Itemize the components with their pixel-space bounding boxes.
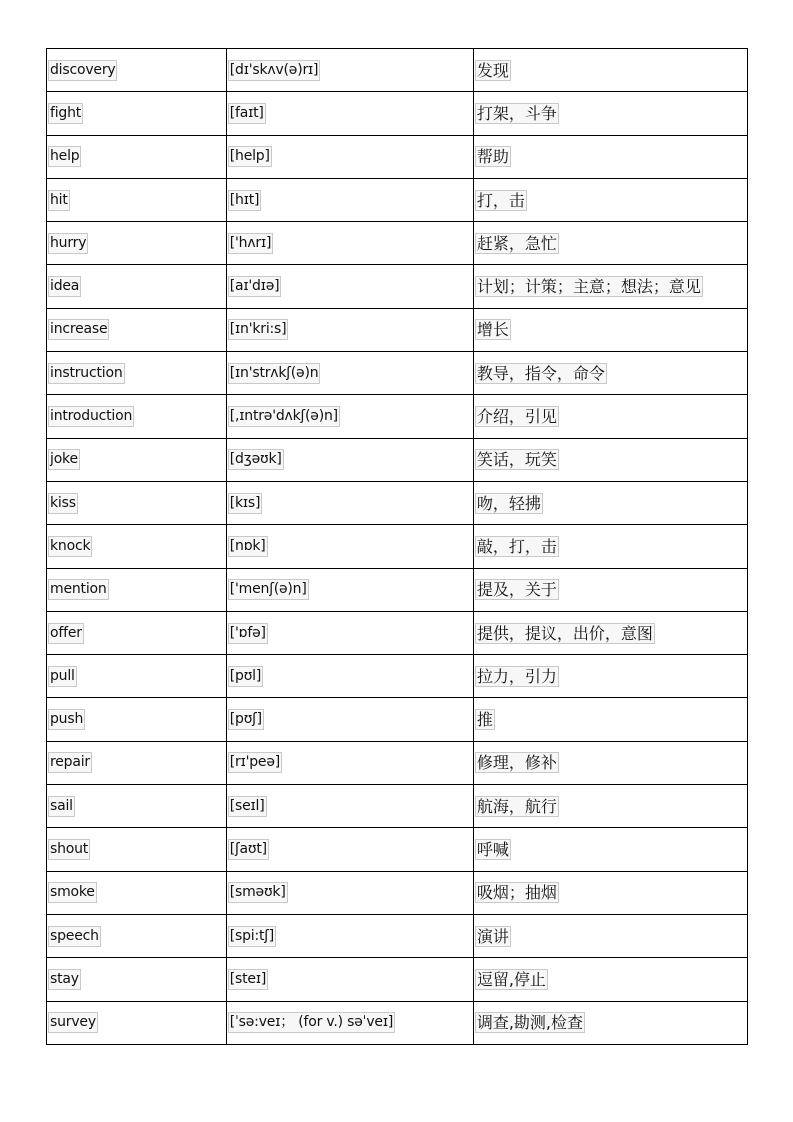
word-cell (47, 222, 227, 265)
word-text: speech (48, 926, 101, 947)
phonetic-text: [ˈsə:veɪ； (for v.) səˈveɪ] (228, 1012, 395, 1033)
phonetic-cell (226, 395, 473, 438)
meaning-text: 修理，修补 (476, 753, 557, 773)
meaning-cell (473, 611, 747, 654)
table-row (47, 135, 748, 178)
word-text: stay (48, 969, 81, 990)
meaning-text: 提供，提议，出价，意图 (476, 623, 653, 643)
word-cell (47, 92, 227, 135)
word-text: sail (48, 796, 75, 817)
phonetic-cell (226, 871, 473, 914)
phonetic-text: [aɪ'dɪə] (228, 276, 282, 297)
meaning-cell (473, 135, 747, 178)
table-row (47, 308, 748, 351)
meaning-cell (473, 741, 747, 784)
phonetic-cell (226, 611, 473, 654)
phonetic-cell (226, 914, 473, 957)
meaning-cell (473, 785, 747, 828)
phonetic-cell (226, 655, 473, 698)
table-row (47, 568, 748, 611)
table-row (47, 655, 748, 698)
phonetic-cell (226, 785, 473, 828)
table-row (47, 741, 748, 784)
phonetic-cell (226, 568, 473, 611)
word-cell (47, 352, 227, 395)
word-cell (47, 135, 227, 178)
meaning-cell (473, 525, 747, 568)
table-row (47, 92, 748, 135)
word-text: introduction (48, 406, 134, 427)
meaning-cell (473, 49, 747, 92)
word-cell (47, 741, 227, 784)
meaning-text: 发现 (476, 60, 509, 80)
phonetic-text: [ʃaʊt] (228, 839, 269, 860)
phonetic-text: [steɪ] (228, 969, 268, 990)
phonetic-cell (226, 481, 473, 524)
phonetic-text: [ɪn'kri:s] (228, 319, 289, 340)
word-text: fight (48, 103, 83, 124)
meaning-text: 增长 (476, 320, 509, 340)
phonetic-text: [dʒəʊk] (228, 449, 284, 470)
word-text: idea (48, 276, 81, 297)
phonetic-text: [ɪn'strʌkʃ(ə)n (228, 363, 321, 384)
table-row (47, 352, 748, 395)
meaning-cell (473, 568, 747, 611)
word-cell (47, 178, 227, 221)
meaning-text: 介绍，引见 (476, 407, 557, 427)
word-cell (47, 611, 227, 654)
phonetic-text: ['hʌrɪ] (228, 233, 274, 254)
meaning-text: 教导，指令，命令 (476, 363, 605, 383)
table-row (47, 698, 748, 741)
word-cell (47, 871, 227, 914)
word-cell (47, 438, 227, 481)
table-row (47, 785, 748, 828)
meaning-text: 吸烟；抽烟 (476, 883, 557, 903)
table-row (47, 1001, 748, 1044)
phonetic-text: [faɪt] (228, 103, 266, 124)
word-text: smoke (48, 882, 97, 903)
meaning-cell (473, 265, 747, 308)
word-text: repair (48, 752, 92, 773)
word-cell (47, 49, 227, 92)
vocabulary-table-body (47, 49, 748, 1045)
meaning-cell (473, 914, 747, 957)
word-text: instruction (48, 363, 125, 384)
word-cell (47, 308, 227, 351)
meaning-cell (473, 871, 747, 914)
meaning-cell (473, 828, 747, 871)
word-cell (47, 698, 227, 741)
phonetic-text: [sməʊk] (228, 882, 288, 903)
meaning-text: 打，击 (476, 190, 525, 210)
phonetic-text: [spi:tʃ] (228, 926, 276, 947)
phonetic-cell (226, 265, 473, 308)
meaning-text: 帮助 (476, 147, 509, 167)
meaning-text: 打架，斗争 (476, 103, 557, 123)
meaning-cell (473, 222, 747, 265)
word-cell (47, 1001, 227, 1044)
phonetic-text: [hɪt] (228, 190, 262, 211)
word-text: push (48, 709, 85, 730)
table-row (47, 481, 748, 524)
phonetic-cell (226, 308, 473, 351)
phonetic-text: [help] (228, 146, 272, 167)
phonetic-text: ['menʃ(ə)n] (228, 579, 309, 600)
table-row (47, 438, 748, 481)
meaning-text: 赶紧，急忙 (476, 233, 557, 253)
meaning-text: 提及，关于 (476, 580, 557, 600)
word-cell (47, 481, 227, 524)
word-cell (47, 785, 227, 828)
vocabulary-table (46, 48, 748, 1045)
phonetic-text: [pʊl] (228, 666, 263, 687)
phonetic-text: [rɪ'peə] (228, 752, 282, 773)
meaning-cell (473, 655, 747, 698)
table-row (47, 958, 748, 1001)
table-row (47, 611, 748, 654)
word-text: mention (48, 579, 109, 600)
word-cell (47, 525, 227, 568)
meaning-text: 演讲 (476, 926, 509, 946)
table-row (47, 525, 748, 568)
phonetic-text: ['ɒfə] (228, 623, 268, 644)
word-cell (47, 958, 227, 1001)
meaning-text: 逗留,停止 (476, 969, 546, 989)
phonetic-text: [,ɪntrə'dʌkʃ(ə)n] (228, 406, 340, 427)
word-text: hurry (48, 233, 88, 254)
table-row (47, 828, 748, 871)
table-row (47, 871, 748, 914)
word-text: discovery (48, 60, 117, 81)
meaning-cell (473, 481, 747, 524)
meaning-cell (473, 308, 747, 351)
phonetic-cell (226, 438, 473, 481)
meaning-text: 呼喊 (476, 839, 509, 859)
word-text: hit (48, 190, 70, 211)
phonetic-cell (226, 135, 473, 178)
phonetic-text: [seɪl] (228, 796, 267, 817)
phonetic-text: [kɪs] (228, 493, 263, 514)
word-text: knock (48, 536, 92, 557)
word-cell (47, 828, 227, 871)
phonetic-cell (226, 958, 473, 1001)
meaning-cell (473, 958, 747, 1001)
word-cell (47, 395, 227, 438)
table-row (47, 49, 748, 92)
meaning-cell (473, 178, 747, 221)
word-text: offer (48, 623, 84, 644)
phonetic-cell (226, 49, 473, 92)
phonetic-cell (226, 698, 473, 741)
meaning-text: 吻，轻拂 (476, 493, 541, 513)
meaning-cell (473, 92, 747, 135)
meaning-cell (473, 1001, 747, 1044)
word-text: survey (48, 1012, 98, 1033)
table-row (47, 914, 748, 957)
meaning-text: 调查,勘测,检查 (476, 1013, 583, 1033)
word-text: help (48, 146, 81, 167)
phonetic-text: [dɪ'skʌv(ə)rɪ] (228, 60, 321, 81)
word-text: kiss (48, 493, 78, 514)
table-row (47, 395, 748, 438)
word-cell (47, 568, 227, 611)
phonetic-cell (226, 525, 473, 568)
table-row (47, 178, 748, 221)
phonetic-cell (226, 222, 473, 265)
word-text: joke (48, 449, 80, 470)
phonetic-cell (226, 178, 473, 221)
phonetic-text: [pʊʃ] (228, 709, 264, 730)
word-cell (47, 914, 227, 957)
meaning-cell (473, 395, 747, 438)
meaning-text: 笑话，玩笑 (476, 450, 557, 470)
meaning-cell (473, 438, 747, 481)
phonetic-cell (226, 1001, 473, 1044)
phonetic-cell (226, 828, 473, 871)
phonetic-text: [nɒk] (228, 536, 268, 557)
meaning-text: 计划；计策；主意；想法；意见 (476, 277, 701, 297)
word-text: increase (48, 319, 109, 340)
meaning-cell (473, 698, 747, 741)
meaning-cell (473, 352, 747, 395)
meaning-text: 推 (476, 710, 493, 730)
phonetic-cell (226, 92, 473, 135)
phonetic-cell (226, 741, 473, 784)
meaning-text: 敲，打，击 (476, 536, 557, 556)
word-cell (47, 655, 227, 698)
meaning-text: 航海，航行 (476, 796, 557, 816)
word-text: pull (48, 666, 77, 687)
word-cell (47, 265, 227, 308)
word-text: shout (48, 839, 90, 860)
table-row (47, 265, 748, 308)
meaning-text: 拉力，引力 (476, 666, 557, 686)
table-row (47, 222, 748, 265)
phonetic-cell (226, 352, 473, 395)
